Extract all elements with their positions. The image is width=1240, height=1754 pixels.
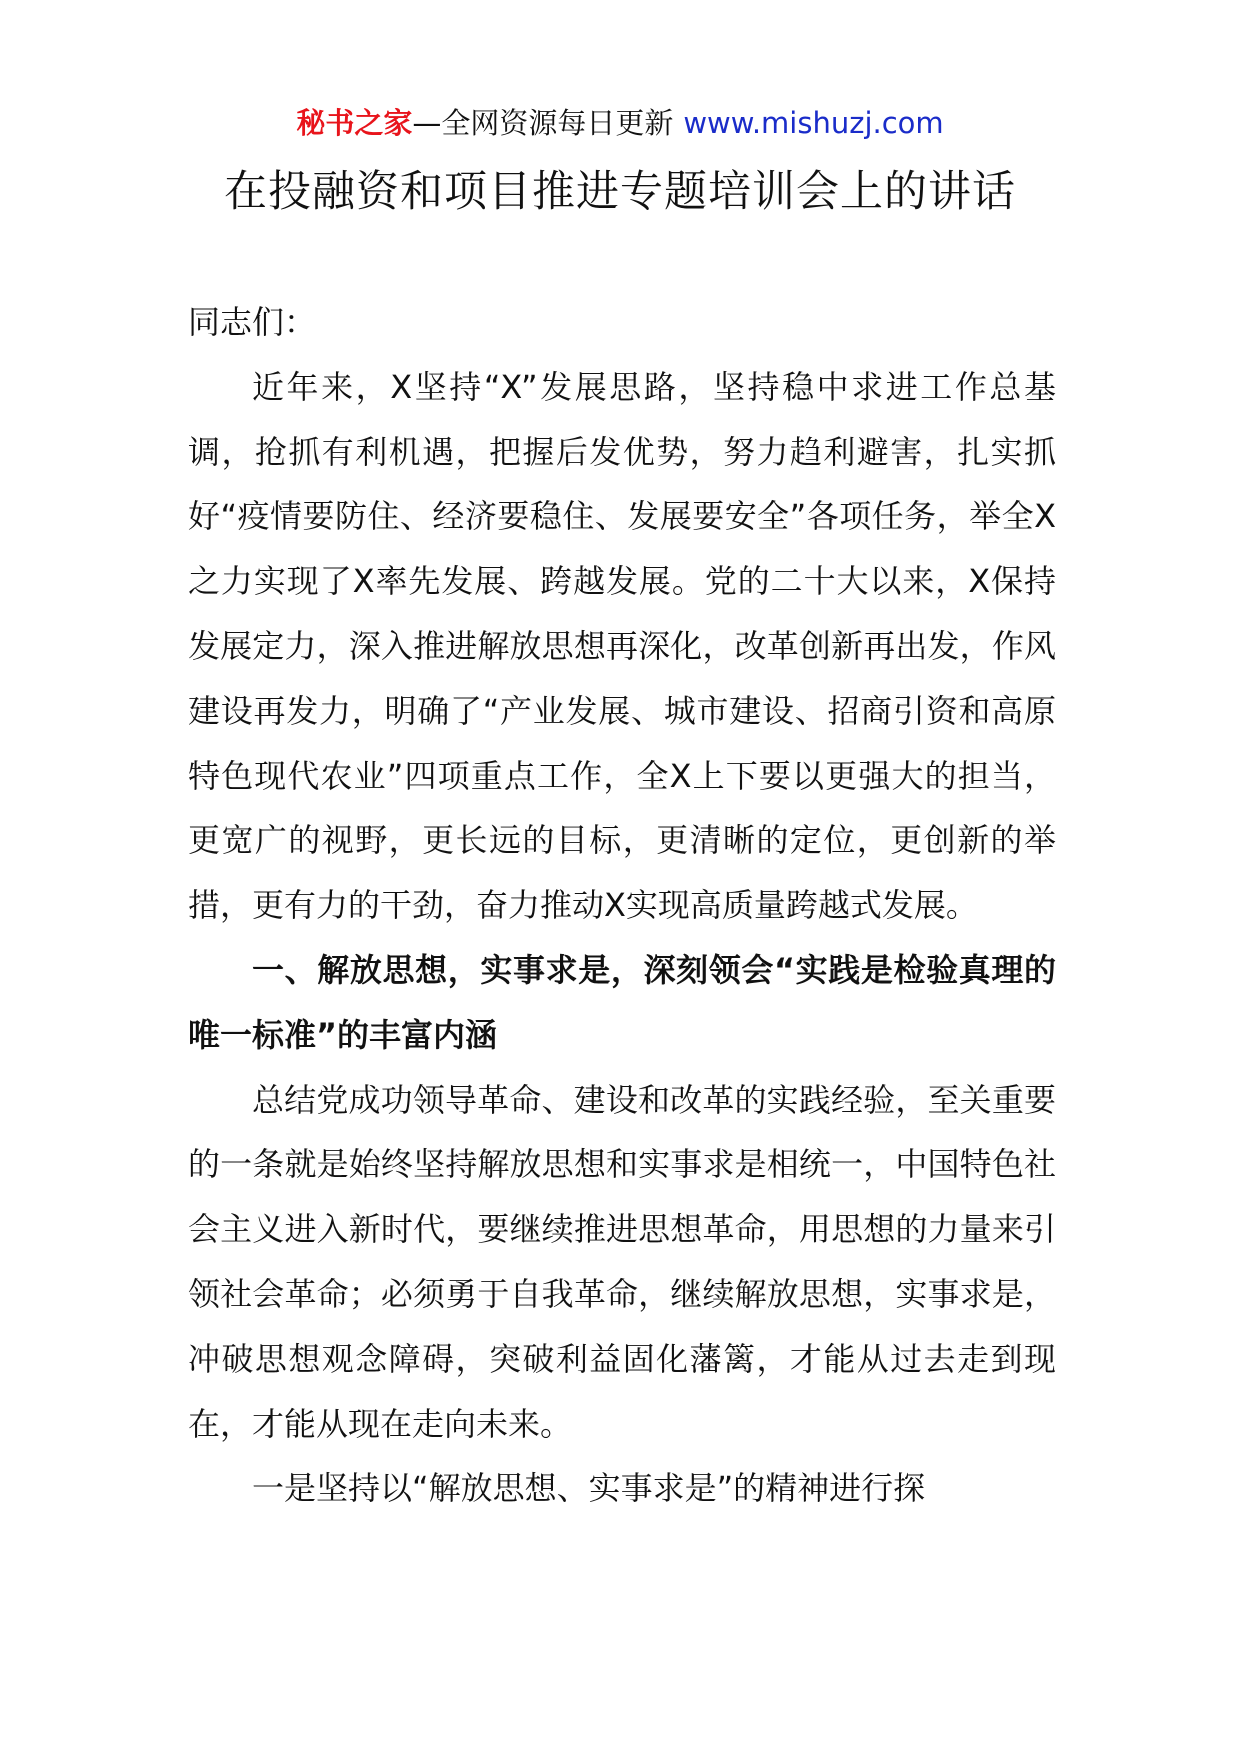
intro-paragraph: 近年来，X坚持“X”发展思路，坚持稳中求进工作总基调，抢抓有利机遇，把握后发优势，努力趋利避害，扎实抓好“疫情要防住、经济要稳住、发展要安全”各项任务，举全X之力实现了X率先发展、跨越发展。党的二十大以来，X保持发展定力，深入推进解放思想再深化，改革创新再出发，作风建设再发力，明确了“产业发展、城市建设、招商引资和高原特色现代农业”四项重点工作，全X上下要以更强大的担当，更宽广的视野，更长远的目标，更清晰的定位，更创新的举措，更有力的干劲，奋力推动X实现高质量跨越式发展。: [188, 367, 1056, 925]
header-tagline: —全网资源每日更新: [412, 106, 674, 140]
document-body: [188, 290, 1056, 1521]
brand-name: 秘书之家: [296, 106, 413, 140]
subpoint-paragraph: 一是坚持以“解放思想、实事求是”的精神进行探: [252, 1469, 926, 1508]
document-title: 在投融资和项目推进专题培训会上的讲话: [224, 167, 1016, 217]
site-url-link[interactable]: www.mishuzj.com: [683, 106, 944, 140]
site-header: [0, 100, 1240, 146]
salutation: 同志们：: [188, 303, 317, 341]
section-heading: 一、解放思想，实事求是，深刻领会“实践是检验真理的唯一标准”的丰富内涵: [188, 950, 1056, 1054]
section-paragraph: 总结党成功领导革命、建设和改革的实践经验，至关重要的一条就是始终坚持解放思想和实事求是相统一，中国特色社会主义进入新时代，要继续推进思想革命，用思想的力量来引领社会革命；必须勇于自我革命，继续解放思想，实事求是，冲破思想观念障碍，突破利益固化藩篱，才能从过去走到现在，才能从现在走向未来。: [188, 1080, 1056, 1443]
